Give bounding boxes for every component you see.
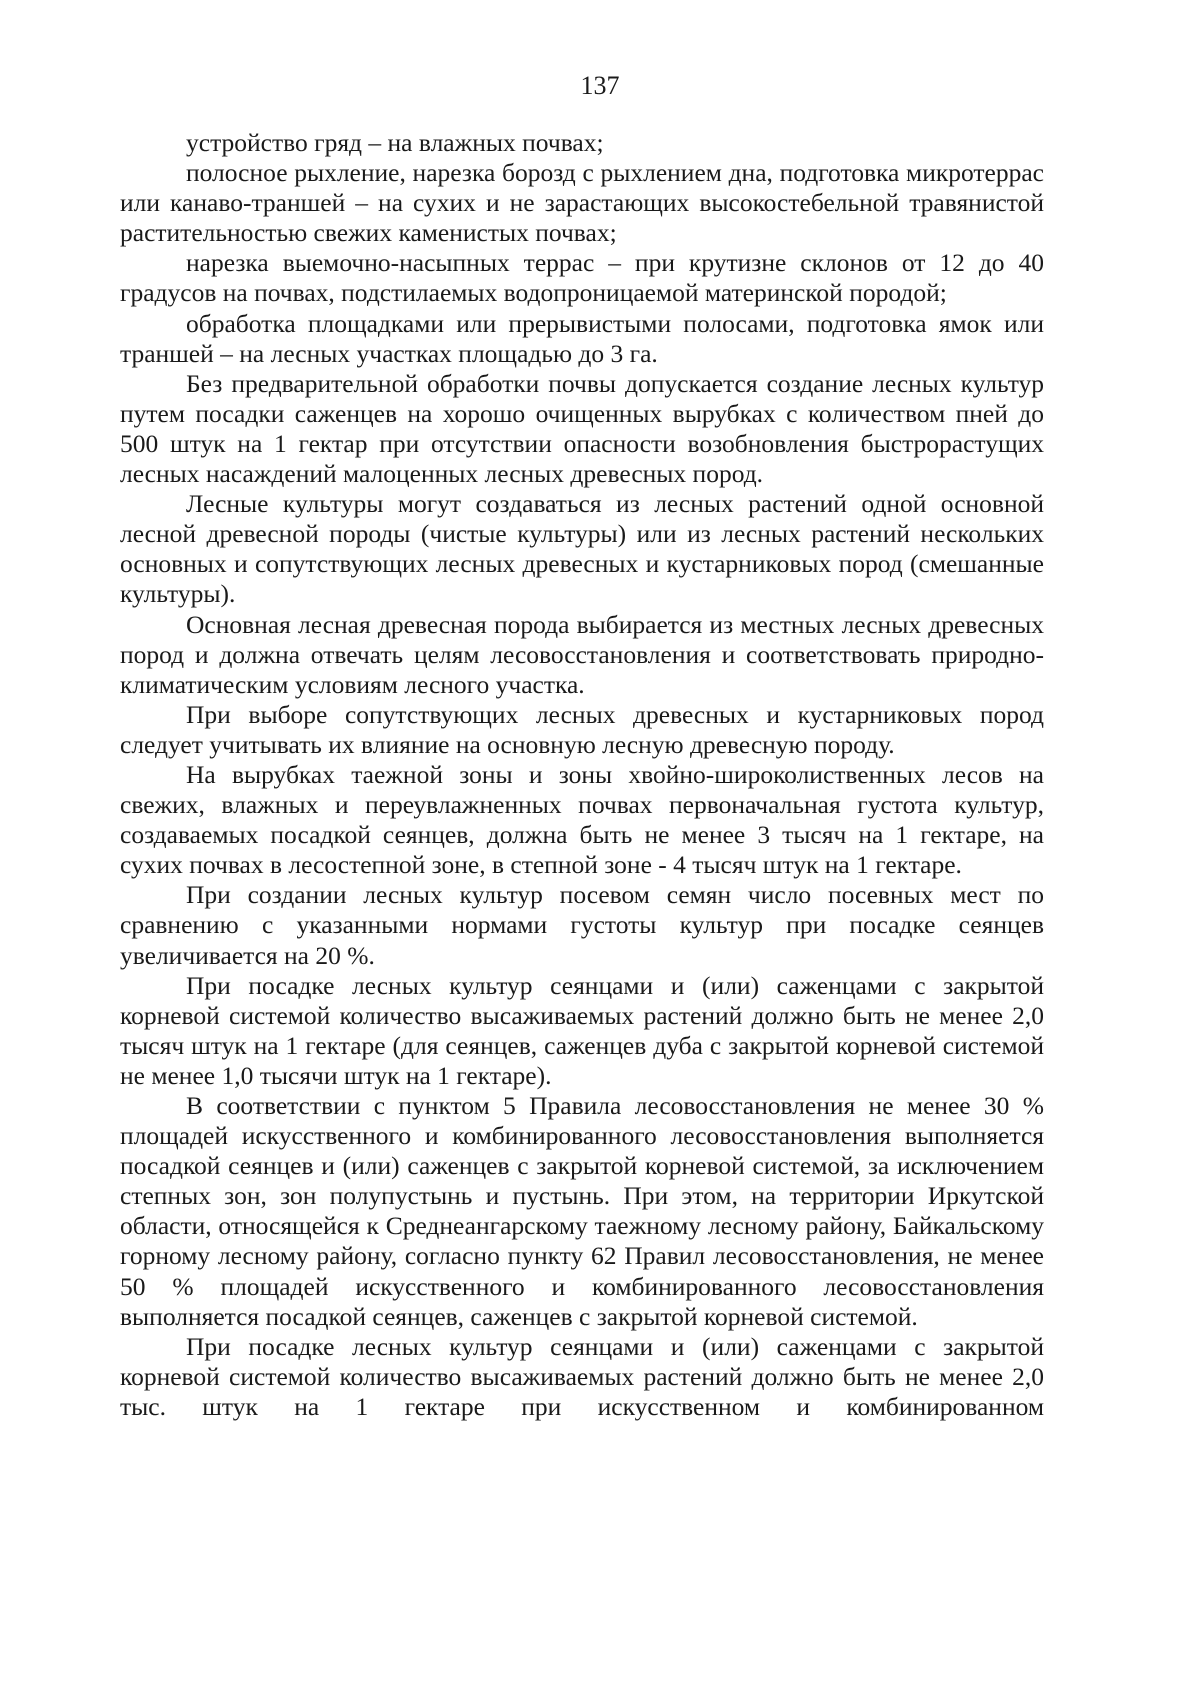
paragraph-7: Основная лесная древесная порода выбирается из местных лесных древесных пород и должна отвечать целям лесовосстановления и соответствовать природно-климатическим условиям лесного участка. [120,609,1044,699]
paragraph-3: нарезка выемочно-насыпных террас – при крутизне склонов от 12 до 40 градусов на почвах, подстилаемых водопроницаемой материнской породой; [120,248,1044,308]
paragraph-4: обработка площадками или прерывистыми полосами, подготовка ямок или траншей – на лесных участках площадью до 3 га. [120,308,1044,368]
paragraph-6: Лесные культуры могут создаваться из лесных растений одной основной лесной древесной породы (чистые культуры) или из лесных растений нескольких основных и сопутствующих лесных древесных и кустарниковых пород (смешанные культуры). [120,489,1044,609]
paragraph-9: На вырубках таежной зоны и зоны хвойно-широколиственных лесов на свежих, влажных и переувлажненных почвах первоначальная густота культур, создаваемых посадкой сеянцев, должна быть не менее 3 тысяч на 1 гектаре, на сухих почвах в лесостепной зоне, в степной зоне - 4 тысяч штук на 1 гектаре. [120,759,1044,880]
paragraph-13: При посадке лесных культур сеянцами и (или) саженцами с закрытой корневой системой количество высаживаемых растений должно быть не менее 2,0 тыс. штук на 1 гектаре при искусственном и комбинированном [120,1331,1044,1421]
document-body [120,128,1044,1422]
paragraph-1: устройство гряд – на влажных почвах; [186,128,604,157]
paragraph-10: При создании лесных культур посевом семян число посевных мест по сравнению с указанными нормами густоты культур при посадке сеянцев увеличивается на 20 %. [120,880,1044,970]
paragraph-2: полосное рыхление, нарезка борозд с рыхлением дна, подготовка микротеррас или канаво-траншей – на сухих и не зарастающих высокостебельной травянистой растительностью свежих каменистых почвах; [120,158,1044,248]
paragraph-8: При выборе сопутствующих лесных древесных и кустарниковых пород следует учитывать их влияние на основную лесную древесную породу. [120,699,1044,759]
paragraph-5: Без предварительной обработки почвы допускается создание лесных культур путем посадки саженцев на хорошо очищенных вырубках с количеством пней до 500 штук на 1 гектар при отсутствии опасности возобновления быстрорастущих лесных насаждений малоценных лесных древесных пород. [120,368,1044,489]
paragraph-11: При посадке лесных культур сеянцами и (или) саженцами с закрытой корневой системой количество высаживаемых растений должно быть не менее 2,0 тысяч штук на 1 гектаре (для сеянцев, саженцев дуба с закрытой корневой системой не менее 1,0 тысячи штук на 1 гектаре). [120,970,1044,1090]
page-number: 137 [580,71,620,100]
paragraph-12: В соответствии с пунктом 5 Правила лесовосстановления не менее 30 % площадей искусственного и комбинированного лесовосстановления выполняется посадкой сеянцев и (или) саженцев с закрытой корневой системой, за исключением степных зон, зон полупустынь и пустынь. При этом, на территории Иркутской области, относящейся к Среднеангарскому таежному лесному району, Байкальскому горному лесному району, согласно пункту 62 Правил лесовосстановления, не менее 50 % площадей искусственного и комбинированного лесовосстановления выполняется посадкой сеянцев, саженцев с закрытой корневой системой. [120,1091,1044,1331]
